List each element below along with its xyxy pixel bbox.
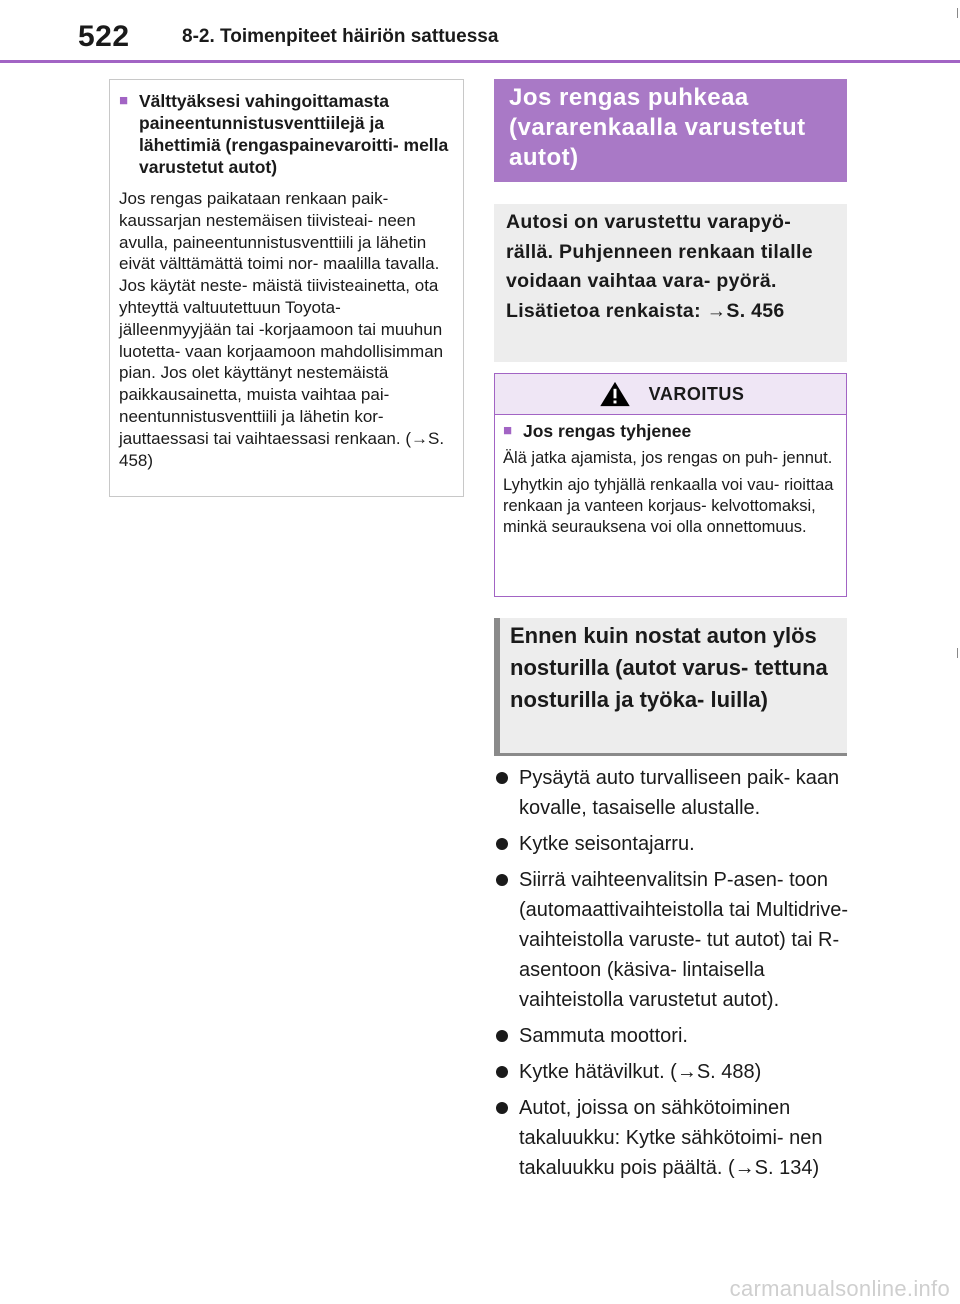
bullet-dot-icon (496, 1057, 516, 1087)
info-panel (494, 204, 847, 362)
bullet-dot-icon (496, 763, 516, 793)
warning-subheading-text: Jos rengas tyhjenee (523, 421, 692, 441)
watermark: carmanualsonline.info (729, 1276, 950, 1301)
warning-paragraph: Älä jatka ajamista, jos rengas on puh- jennut. (503, 449, 833, 467)
warning-body (503, 448, 834, 538)
edge-mark (957, 648, 958, 658)
header-rule (0, 60, 960, 63)
list-item (494, 829, 854, 859)
warning-content (495, 415, 846, 538)
info-reference[interactable]: Lisätietoa renkaista: →S. 456 (506, 299, 785, 322)
step-text: Siirrä vaihteenvalitsin P-asen- toon (automaattivaihteistolla tai Multidrive-vaihteistolla varuste- tut autot) tai R-asentoon (käsiva- lintaisella vaihteistolla varustetut autot). (519, 869, 849, 1011)
list-item (494, 1057, 854, 1087)
warning-triangle-icon (597, 381, 633, 407)
bullet-dot-icon (496, 865, 516, 895)
square-bullet-icon: ■ (119, 92, 129, 109)
bullet-dot-icon (496, 1093, 516, 1123)
warning-header (495, 374, 846, 415)
bullet-dot-icon (496, 829, 516, 859)
step-text: Kytke seisontajarru. (519, 833, 695, 855)
square-bullet-icon: ■ (503, 422, 513, 439)
list-item (494, 865, 854, 1015)
steps-list (494, 763, 854, 1189)
warning-box (494, 373, 847, 597)
edge-mark (957, 8, 958, 18)
list-item (494, 763, 854, 823)
section-title: 8-2. Toimenpiteet häiriön sattuessa (182, 26, 499, 47)
list-item (494, 1021, 854, 1051)
note-box (109, 79, 464, 497)
step-text: Sammuta moottori. (519, 1025, 688, 1047)
bullet-dot-icon (496, 1021, 516, 1051)
step-text: Pysäytä auto turvalliseen paik- kaan kovalle, tasaiselle alustalle. (519, 767, 840, 819)
list-item (494, 1093, 854, 1183)
warning-subheading (503, 420, 834, 442)
step-text: Kytke hätävilkut. (→S. 488) (519, 1061, 762, 1083)
note-body: Jos rengas paikataan renkaan paik- kaussarjan nestemäisen tiivisteai- neen avulla, paineentunnistusventtiili ja lähetin eivät välttämättä toimi nor- maalilla tavalla. Jos käytät neste- mäistä tiivisteainetta, ota yhteyttä valtuutettuun Toyota-jälleenmyyjään tai -korjaamoon tai muuhun luotetta- vaan korjaamoon mahdollisimman pian. Jos olet käyttänyt nestemäistä paikkausainetta, muista vaihtaa pai- neentunnistusventtiili ja lähetin kor- jauttaessasi tai vaihtaessasi renkaan. (→S. 458) (119, 189, 445, 470)
step-text: Autot, joissa on sähkötoiminen takaluukku: Kytke sähkötoimi- nen takaluukku pois päältä. (→S. 134) (519, 1097, 823, 1179)
note-heading (119, 90, 453, 178)
warning-paragraph: Lyhytkin ajo tyhjällä renkaalla voi vau- rioittaa renkaan ja vanteen korjaus- kelvottomaksi, minkä seurauksena voi olla onnettomuus. (503, 476, 834, 536)
page-number: 522 (78, 20, 130, 53)
note-heading-text: Välttyäksesi vahingoittamasta paineentunnistusventtiilejä ja lähettimiä (rengaspainevaroitti- mella varustetut autot) (139, 91, 449, 177)
jack-section-heading: Ennen kuin nostat auton ylös nosturilla (autot varus- tettuna nosturilla ja työka- luilla) (494, 618, 847, 756)
section-banner: Jos rengas puhkeaa (vararenkaalla varustetut autot) (494, 79, 847, 182)
warning-title: VAROITUS (648, 383, 745, 404)
info-text: Autosi on varustettu varapyö- rällä. Puhjenneen renkaan tilalle voidaan vaihtaa vara- pyörä. (506, 211, 813, 292)
